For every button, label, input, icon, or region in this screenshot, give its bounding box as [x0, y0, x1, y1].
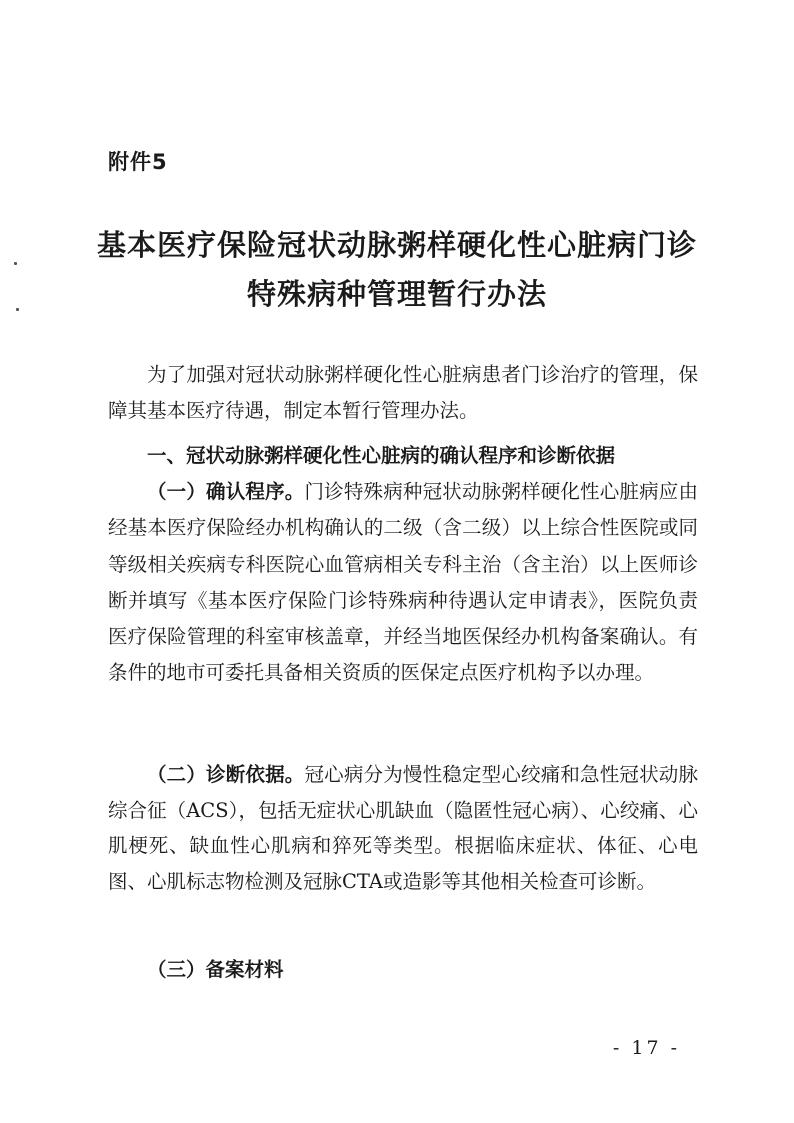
attachment-label: 附件5: [108, 150, 168, 174]
document-title-line1: 基本医疗保险冠状动脉粥样硬化性心脏病门诊: [96, 228, 697, 262]
subsection-label: （一）确认程序。: [147, 480, 305, 503]
diagnosis-basis-paragraph: [108, 757, 698, 899]
section-heading: 一、冠状动脉粥样硬化性心脏病的确认程序和诊断依据: [147, 444, 616, 467]
paragraph-text: 冠心病分为慢性稳定型心绞痛和急性冠状动脉综合征（ACS），包括无症状心肌缺血（隐匿性冠心病）、心绞痛、心肌梗死、缺血性心肌病和猝死等类型。根据临床症状、体征、心电图、心肌标志物检测及冠脉CTA或造影等其他相关检查可诊断。: [108, 763, 698, 893]
filing-materials-paragraph: [108, 955, 698, 985]
subsection-label: （二）诊断依据。: [147, 763, 305, 786]
confirmation-procedure-paragraph: [108, 474, 698, 692]
document-title-line2: 特殊病种管理暂行办法: [246, 277, 547, 311]
intro-paragraph: 为了加强对冠状动脉粥样硬化性心脏病患者门诊治疗的管理，保障其基本医疗待遇，制定本暂行管理办法。: [108, 363, 698, 422]
paragraph-text: 门诊特殊病种冠状动脉粥样硬化性心脏病应由经基本医疗保险经办机构确认的二级（含二级）以上综合性医院或同等级相关疾病专科医院心血管病相关专科主治（含主治）以上医师诊断并填写《基本医疗保险门诊特殊病种待遇认定申请表》，医院负责医疗保险管理的科室审核盖章，并经当地医保经办机构备案确认。有条件的地市可委托具备相关资质的医保定点医疗机构予以办理。: [108, 480, 698, 685]
page-number: - 17 -: [612, 1037, 680, 1059]
subsection-label: （三）备案材料: [147, 958, 284, 981]
